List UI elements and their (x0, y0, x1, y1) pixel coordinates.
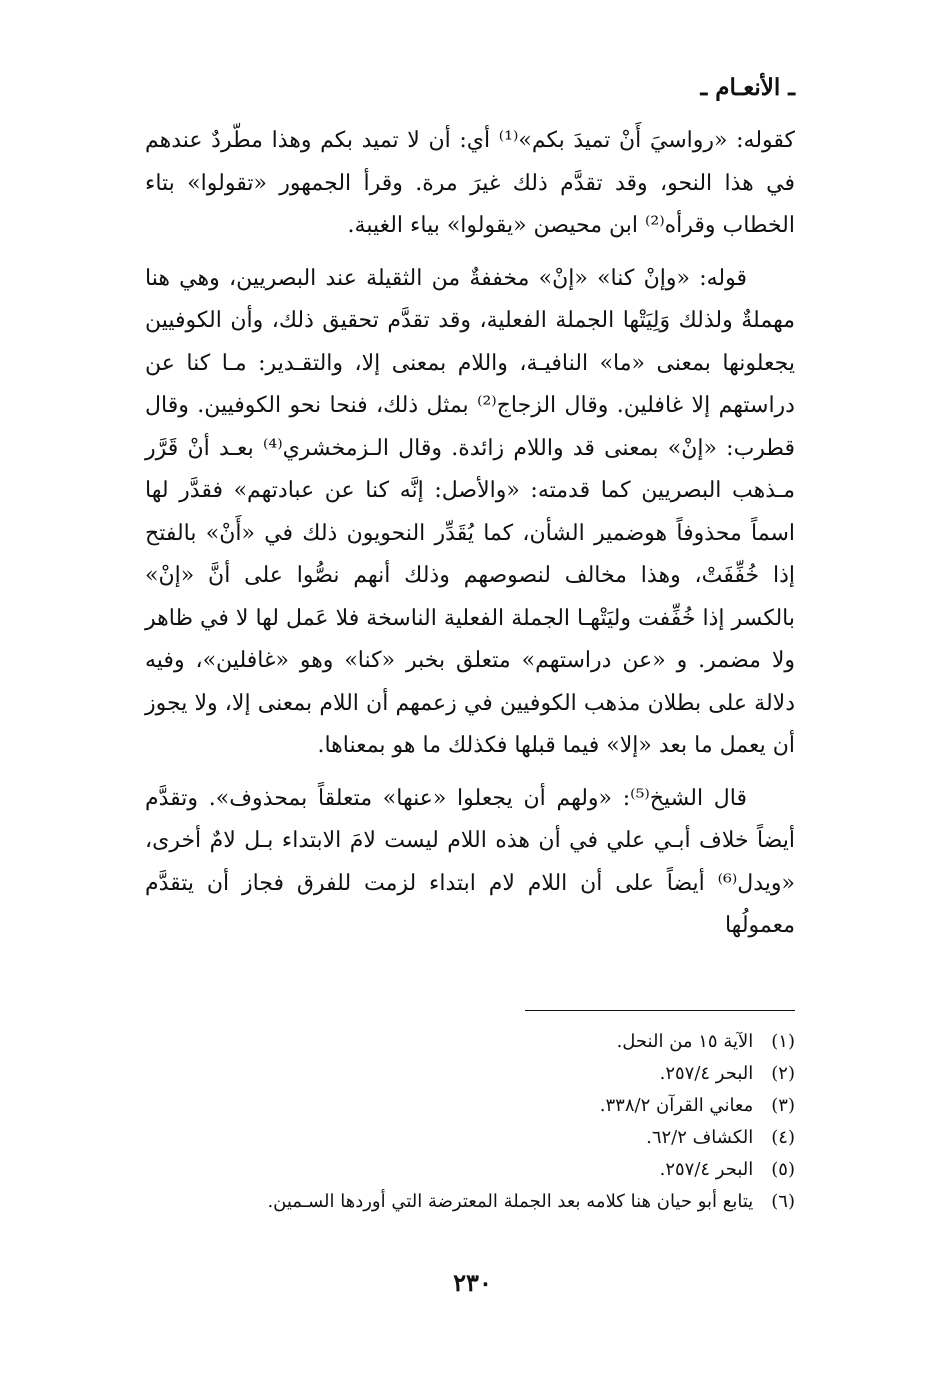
footnote-number: (١) (771, 1031, 795, 1052)
footnote-number: (٤) (771, 1127, 795, 1148)
footnote-text: الآية ١٥ من النحل. (616, 1031, 754, 1052)
footnote-text: الكشاف ٦٢/٢. (646, 1127, 754, 1148)
footnote-item (145, 1186, 795, 1218)
footnote-number: (٦) (771, 1191, 795, 1212)
footnote-divider (525, 1010, 795, 1011)
paragraph-2: قوله: «وإنْ كنا» «إنْ» مخففةٌ من الثقيلة عند البصريين، وهي هنا مهملةٌ ولذلك وَلِيَتْها الجملة الفعلية، وقد تقدَّم تحقيق ذلك، وأن الكوفيين يجعلونها بمعنى «ما» النافيـة، واللام بمعنى إلا، والتقـدير: مـا كنا عن دراستهم إلا غافلين. وقال الزجاج⁽²⁾ بمثل ذلك، فنحا نحو الكوفيين. وقال قطرب: «إنْ» بمعنى قد واللام زائدة. وقال الـزمخشري⁽⁴⁾ بعـد أنْ قَرَّر مـذهب البصريين كما قدمته: «والأصل: إنَّه كنا عن عبادتهم» فقدَّر لها اسماً محذوفاً هوضمير الشأن، كما يُقَدِّر النحويون ذلك في «أَنْ» بالفتح إذا خُفِّفَتْ، وهذا مخالف لنصوصهم وذلك أنهم نصُّوا على أنَّ «إنْ» بالكسر إذا خُفِّفت وليَتْهـا الجملة الفعلية الناسخة فلا عَمل لها لا في ظاهر ولا مضمر. و «عن دراستهم» متعلق بخبر «كنا» وهو «غافلين»، وفيه دلالة على بطلان مذهب الكوفيين في زعمهم أن اللام بمعنى إلا، ولا يجوز أن يعمل ما بعد «إلا» فيما قبلها فكذلك ما هو بمعناها. (145, 265, 795, 758)
footnote-item (145, 1058, 795, 1090)
running-header: ـ الأنعـام ـ (700, 74, 795, 101)
footnote-number: (٣) (771, 1095, 795, 1116)
paragraph-3: قال الشيخ⁽⁵⁾: «ولهم أن يجعلوا «عنها» متعلقاً بمحذوف». وتقدَّم أيضاً خلاف أبـي علي في أن هذه اللام ليست لامَ الابتداء بـل لامٌ أخرى، «ويدل⁽⁶⁾ أيضاً على أن اللام لام ابتداء لزمت للفرق فجاز أن يتقدَّم معمولُها (145, 785, 795, 938)
footnote-text: يتابع أبو حيان هنا كلامه بعد الجملة المعترضة التي أوردها السـمين. (267, 1191, 754, 1212)
footnote-number: (٢) (771, 1063, 795, 1084)
footnote-item (145, 1122, 795, 1154)
footnote-item (145, 1154, 795, 1186)
footnote-item (145, 1090, 795, 1122)
footnote-number: (٥) (771, 1159, 795, 1180)
footnote-text: البحر ٢٥٧/٤. (659, 1159, 754, 1180)
page-number: ٢٣٠ (453, 1268, 492, 1297)
footnote-text: معاني القرآن ٣٣٨/٢. (599, 1095, 754, 1116)
footnotes-list (145, 1026, 795, 1218)
footnote-item (145, 1026, 795, 1058)
main-text (145, 120, 795, 948)
footnote-text: البحر ٢٥٧/٤. (659, 1063, 754, 1084)
paragraph-1: كقوله: «رواسيَ أَنْ تميدَ بكم»⁽¹⁾ أي: أن لا تميد بكم وهذا مطّردٌ عندهم في هذا النحو، وقد تقدَّم ذلك غيرَ مرة. وقرأ الجمهور «تقولوا» بتاء الخطاب وقرأه⁽²⁾ ابن محيصن «يقولوا» بياء الغيبة. (145, 128, 795, 238)
